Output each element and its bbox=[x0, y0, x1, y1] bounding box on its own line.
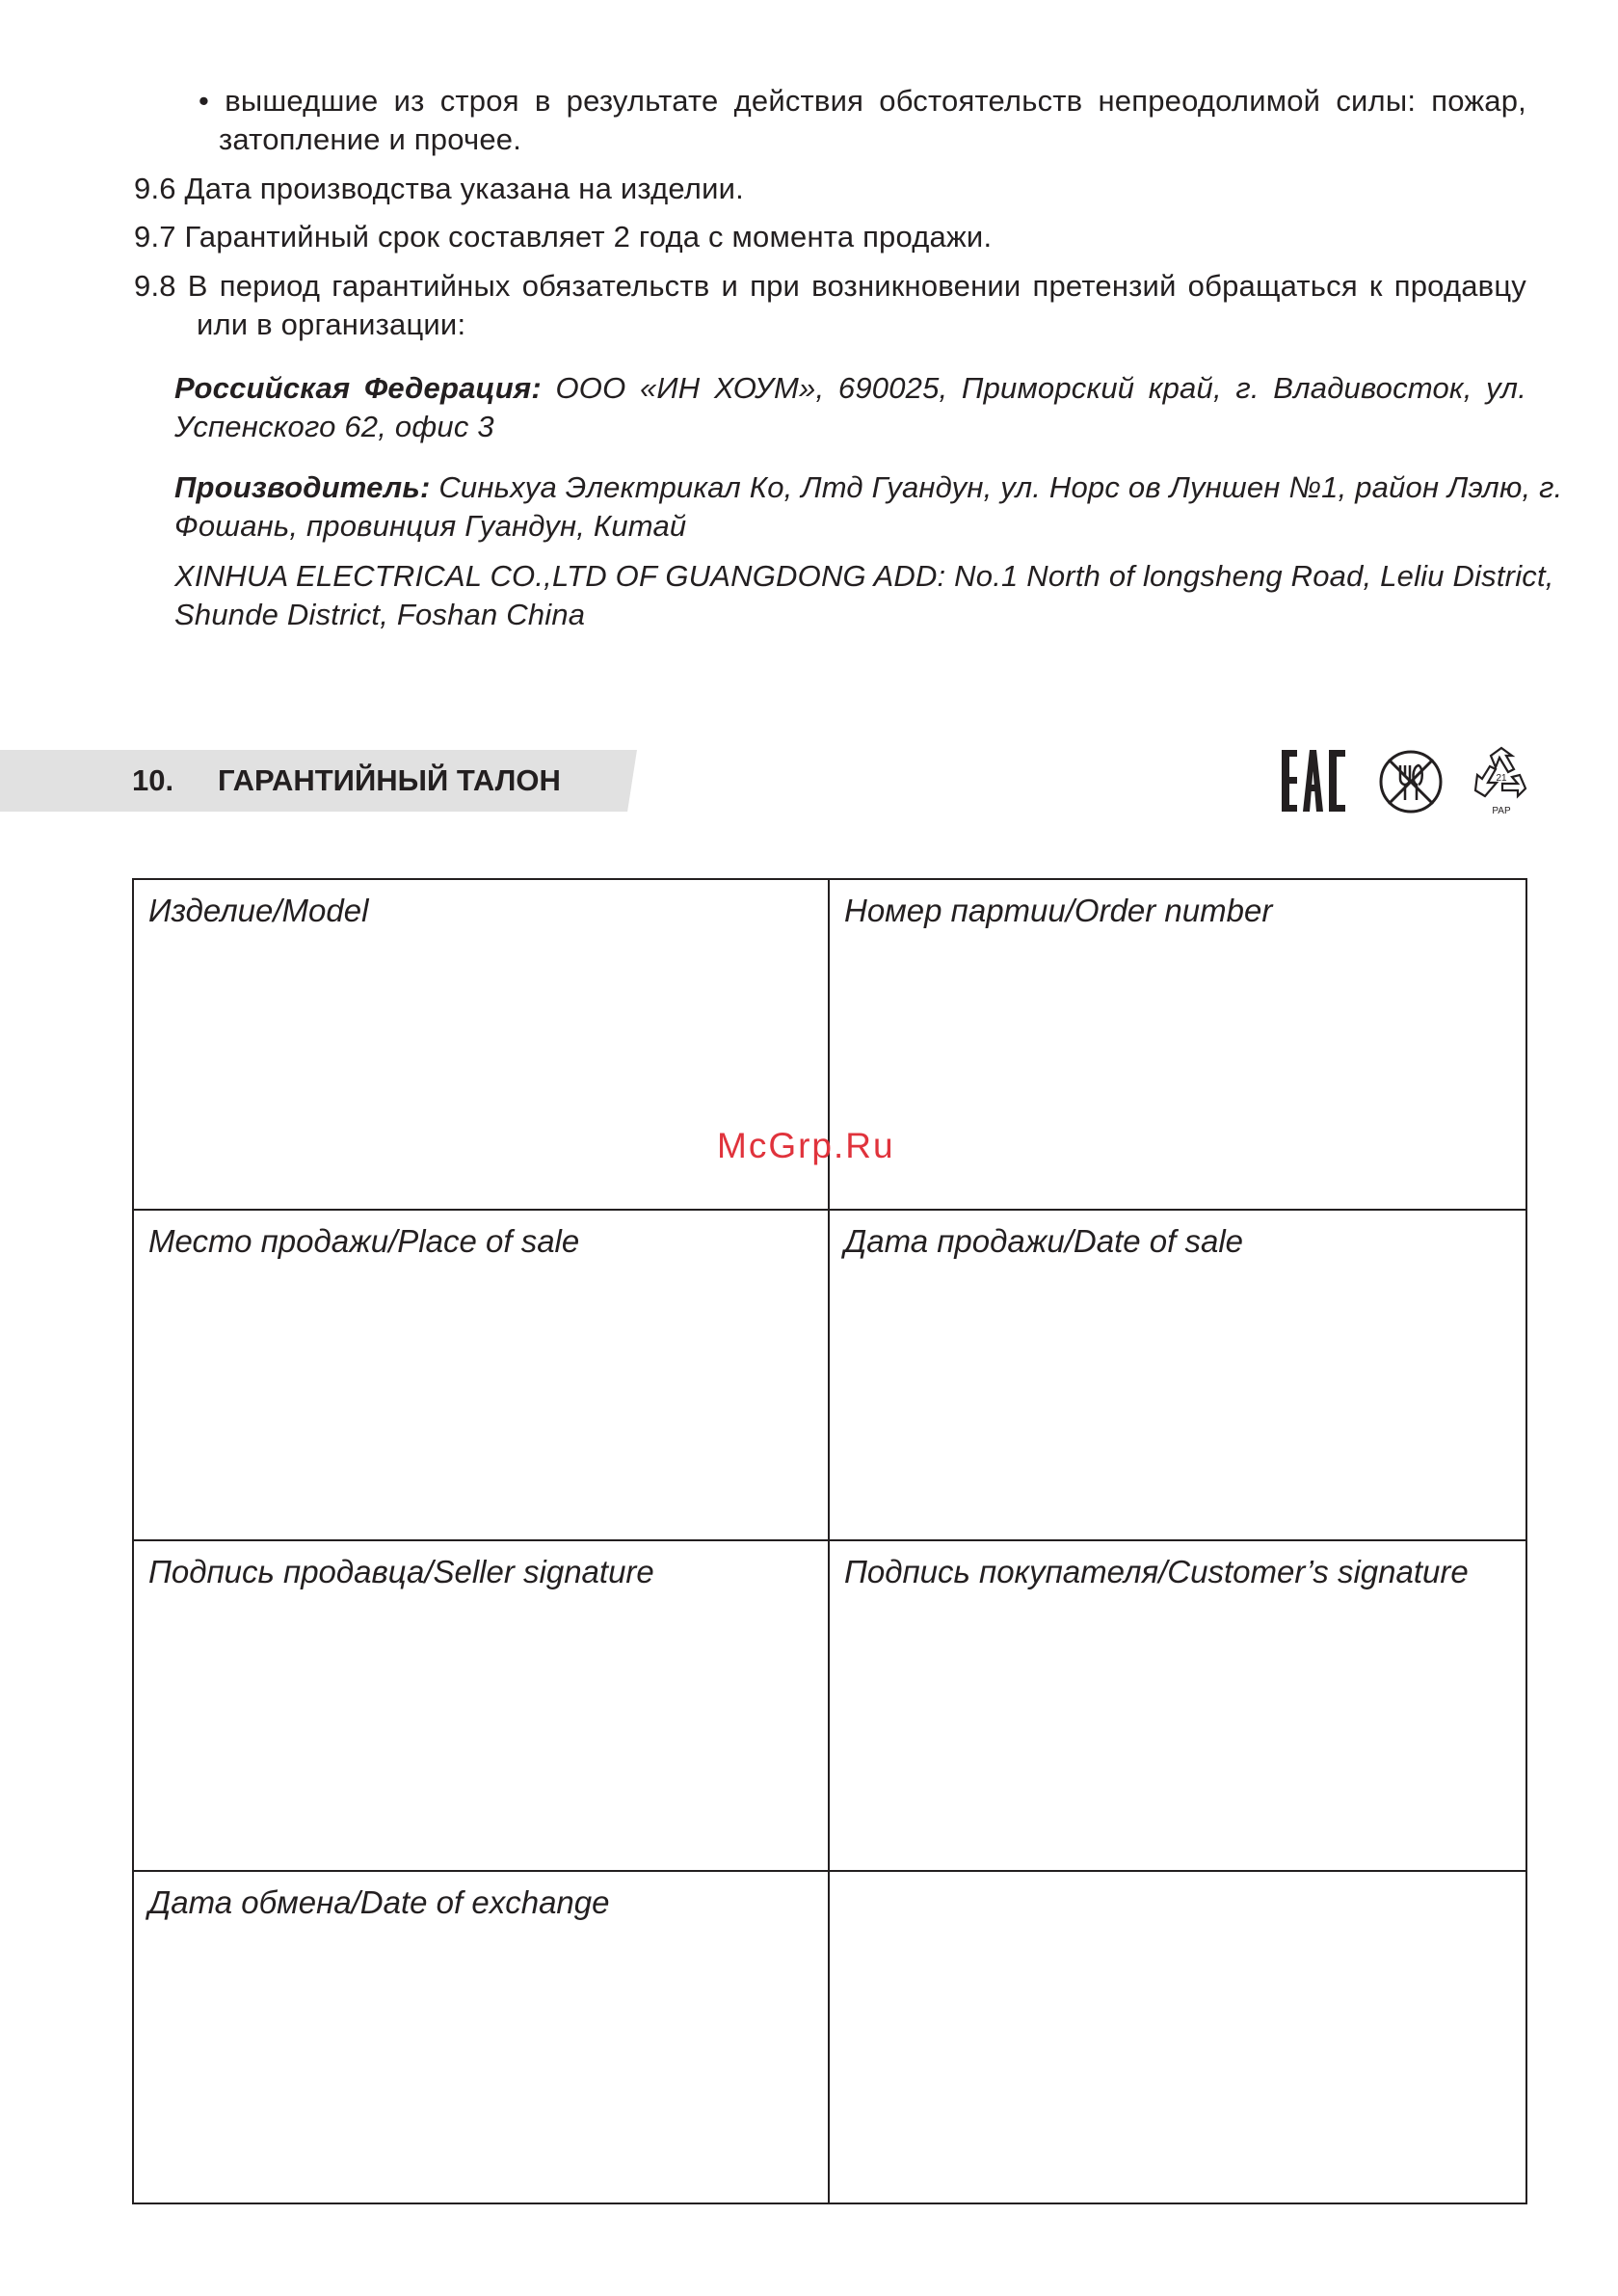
manufacturer-address-en-cont: Shunde District, Foshan China bbox=[174, 598, 586, 631]
clause-9-6: 9.6 Дата производства указана на изделии. bbox=[134, 172, 744, 205]
order-number-cell[interactable] bbox=[830, 880, 1525, 1211]
manufacturer-contact bbox=[174, 468, 1562, 507]
recycle-code: 21 bbox=[1496, 773, 1507, 784]
place-of-sale-cell[interactable] bbox=[134, 1211, 830, 1541]
manufacturer-address-en: XINHUA ELECTRICAL CO.,LTD OF GUANGDONG ADD: No.1 North of longsheng Road, Leliu District, bbox=[174, 559, 1554, 593]
recycle-label: PAP bbox=[1492, 806, 1511, 816]
page-bottom-edge bbox=[0, 2288, 1618, 2296]
date-of-sale-label: Дата продажи/Date of sale bbox=[844, 1223, 1244, 1259]
bullet-item-continuation: затопление и прочее. bbox=[219, 122, 522, 156]
seller-signature-label: Подпись продавца/Seller signature bbox=[148, 1554, 654, 1589]
order-number-label: Номер партии/Order number bbox=[844, 893, 1273, 928]
place-of-sale-label: Место продажи/Place of sale bbox=[148, 1223, 580, 1259]
clause-9-8: 9.8 В период гарантийных обязательств и при возникновении претензий обращаться к продавцу bbox=[134, 269, 1526, 303]
russia-contact-address: ООО «ИН ХОУМ», 690025, Приморский край, г. Владивосток, ул. bbox=[541, 371, 1527, 405]
warranty-card-table bbox=[132, 878, 1527, 2204]
section-title: ГАРАНТИЙНЫЙ ТАЛОН bbox=[218, 763, 561, 797]
customer-signature-label: Подпись покупателя/Customer’s signature bbox=[844, 1554, 1469, 1589]
date-of-exchange-label: Дата обмена/Date of exchange bbox=[148, 1884, 610, 1920]
eac-certification-icon bbox=[1280, 748, 1347, 814]
customer-signature-cell[interactable] bbox=[830, 1541, 1525, 1872]
russia-contact-label: Российская Федерация: bbox=[174, 371, 542, 405]
watermark: McGrp.Ru bbox=[717, 1126, 895, 1165]
eac-text: EAC bbox=[1280, 748, 1283, 749]
clause-9-7: 9.7 Гарантийный срок составляет 2 года с момента продажи. bbox=[134, 220, 993, 254]
model-label: Изделие/Model bbox=[148, 893, 369, 928]
manufacturer-address: Синьхуа Электрикал Ко, Лтд Гуандун, ул. Норс ов Луншен №1, район Лэлю, г. bbox=[430, 470, 1563, 504]
manufacturer-label: Производитель: bbox=[174, 470, 431, 504]
bullet-item: • вышедшие из строя в результате действия обстоятельств непреодолимой силы: пожар, bbox=[199, 84, 1526, 118]
empty-cell[interactable] bbox=[830, 1872, 1525, 2203]
section-number: 10. bbox=[132, 763, 174, 797]
not-food-safe-icon bbox=[1377, 748, 1445, 815]
seller-signature-cell[interactable] bbox=[134, 1541, 830, 1872]
date-of-sale-cell[interactable] bbox=[830, 1211, 1525, 1541]
manufacturer-address-cont: Фошань, провинция Гуандун, Китай bbox=[174, 509, 687, 543]
clause-9-8-continuation: или в организации: bbox=[197, 307, 466, 341]
russia-contact bbox=[174, 369, 1526, 408]
recycling-pap-icon bbox=[1470, 746, 1533, 819]
date-of-exchange-cell[interactable] bbox=[134, 1872, 830, 2203]
russia-contact-address-cont: Успенского 62, офис 3 bbox=[174, 410, 494, 443]
